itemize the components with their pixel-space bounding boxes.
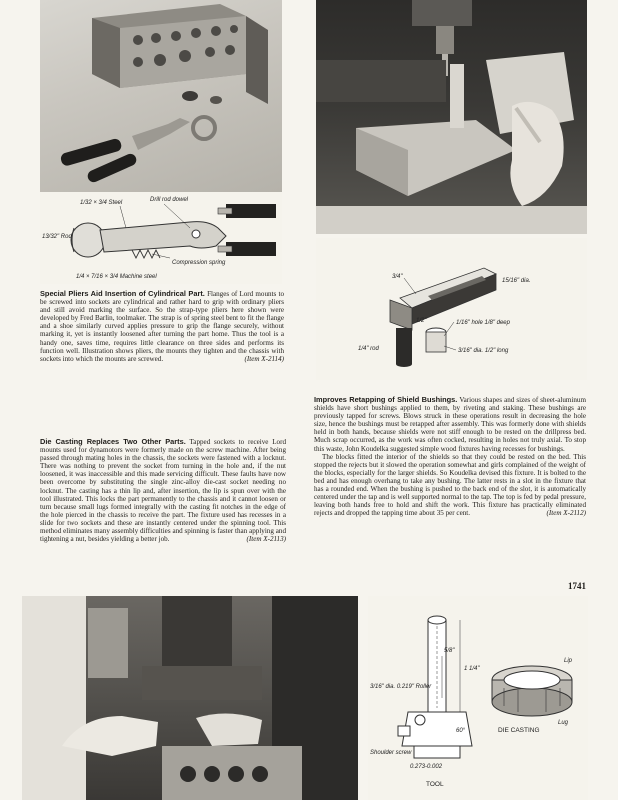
label-angle: 60°	[456, 728, 466, 734]
label-drill-rod-dowel: Drill rod dowel	[150, 197, 189, 203]
label-tool: TOOL	[426, 781, 444, 788]
label-die-casting: DIE CASTING	[498, 727, 540, 734]
label-shoulder-screw: Shoulder screw	[370, 750, 412, 756]
label-hole: 1/16" hole 1/8" deep	[456, 320, 510, 326]
article-die-casting-body: Tapped sockets to receive Lord mounts used for dynamotors were formerly made on the screw machine. After being passed through mating holes in the chassis, the sockets were fastened with a locknut. There was nothing to prevent the socket from turning in the hole and, if the nut loosened, it was inaccessible and this made servicing difficult. These faults have now been overcome by substituting the single zinc-alloy die-cast socket needing no locknut. The casting has a thin lip and, after insertion, the lip is spun over with the tool illustrated. This locks the part permanently to the chassis and it cannot loosen or turn because small lugs formed integrally with the casting fit notches in the edge of the hole pierced in the chassis to receive the part. The fixture used has recesses in a slide for two sockets and these are instantly centered under the spinning tool. This method eliminates many assembly difficulties and spinning is faster than applying and tightening a nut, besides yielding a better job.	[40, 438, 286, 544]
label-rod: 13/32" Rod	[42, 234, 72, 240]
label-machine-steel: 1/4 × 7/16 × 3/4 Machine steel	[76, 274, 157, 280]
pliers-drawing	[40, 192, 282, 284]
article-die-casting-title: Die Casting Replaces Two Other Parts.	[40, 437, 186, 446]
drill-press-photo	[316, 0, 587, 234]
tool-drawing	[368, 596, 588, 800]
article-die-casting	[40, 438, 286, 543]
article-bushings-body1: Various shapes and sizes of sheet-aluminum shields have short bushings applied to them, by riveting and staking. These bushings are previously tapped for screws. Blows struck in these operations result in decreasing the hole size, hence the bushings must be retapped after assembly. This was formerly done with shields held in both hands, because shields were not stiff enough to be rested on the drillpress bed. Much scrap occurred, as the work was often cocked, resulting in holes not truly axial. To stop this waste, John Koudelka suggested simple wood fixtures having recesses for bushings.	[314, 396, 586, 453]
label-mid-dim: 1/2"	[416, 318, 427, 324]
shield-drawing	[316, 238, 587, 380]
article-bushings-body2: The blocks fitted the interior of the shields so that they could be rested on the bed. This stopped the rejects but it slowed the operation somewhat and girls complained of the weight of the blocks, especially for the larger shields. So Koudelka devised this fixture. It is bolted to the bed and has enough overhang to take any bushing. The latter rests in a slot in the fixture that has a rounded end. When the bushing is pushed to the back end of the slot, it is automatically centered under the tap and is well supported normal to the tap. The top is fed by pedal pressure, leaving both hands free to hold and shift the work. This fixture has practically eliminated rejects and dropped the tapping time about 35 per cent.	[314, 452, 586, 518]
article-pliers-title: Special Pliers Aid Insertion of Cylindrical Part.	[40, 289, 205, 298]
label-lug: Lug	[558, 720, 569, 726]
label-shield-rod: 1/4" rod	[358, 346, 379, 352]
article-pliers-item: (Item X-2114)	[244, 354, 284, 363]
pliers-photo	[40, 0, 282, 192]
label-long: 3/16" dia. 1/2" long	[458, 348, 509, 354]
label-dim-a: 1 1/4"	[464, 666, 480, 672]
label-compression-spring: Compression spring	[172, 260, 226, 266]
article-die-casting-item: (Item X-2113)	[246, 535, 286, 544]
label-dim-c: 0.273-0.002	[410, 764, 443, 770]
page-number: 1741	[568, 581, 586, 591]
label-steel-stock: 1/32 × 3/4 Steel	[80, 200, 123, 206]
article-bushings-title: Improves Retapping of Shield Bushings.	[314, 395, 458, 404]
label-top-dim: 3/4"	[392, 274, 403, 280]
die-casting-photo	[22, 596, 358, 800]
label-dia: 15/16" dia.	[502, 278, 531, 284]
label-dim-b: 5/8"	[444, 648, 455, 654]
label-lip: Lip	[564, 658, 573, 664]
article-bushings-item: (Item X-2112)	[546, 509, 586, 518]
article-pliers-body: Flanges of Lord mounts to be screwed into sockets are cylindrical and rather hard to grip with ordinary pliers and still avoid marking the surface. So the strap-type pliers here shown were developed by Fred Barlin, toolmaker. The strap is of spring steel bent to fit the flange and a shoe similarly curved applies pressure to grip the flange securely, without marking it, yet is instantly loosened after turning the part home. Thus the tool is a handy one, saves time, requires little clearance on three sides and performs its function well. Illustration shows pliers, the mounts they tighten and the chassis with sockets into which the mounts are screwed.	[40, 290, 284, 363]
article-pliers	[40, 290, 284, 363]
article-bushings	[314, 396, 586, 517]
label-roller: 3/16" dia. 0.219" Roller	[370, 684, 432, 690]
